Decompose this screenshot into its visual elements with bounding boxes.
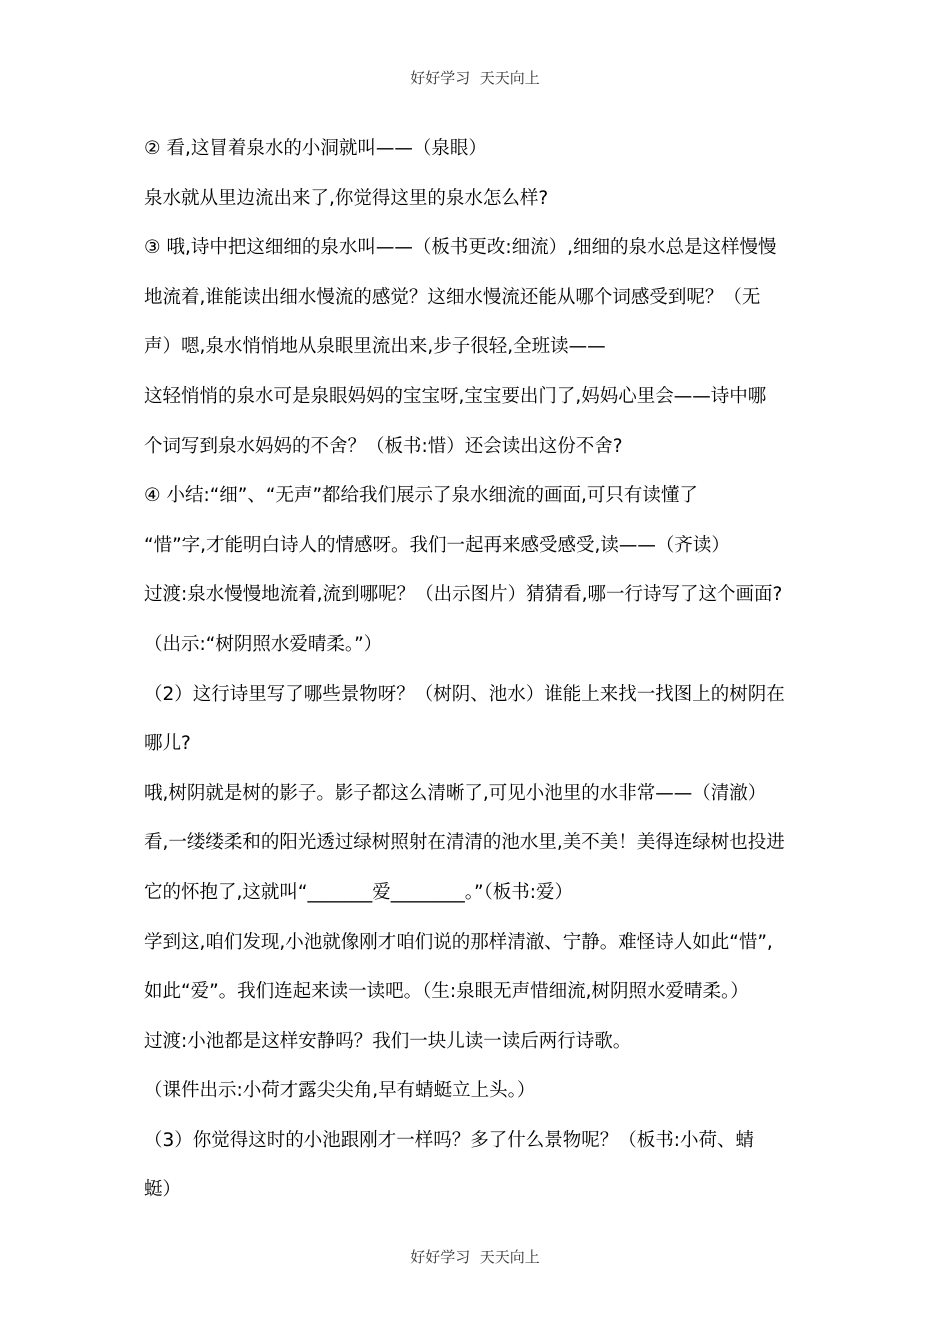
text-line: 如此“爱”。我们连起来读一读吧。（生:泉眼无声惜细流,树阴照水爱晴柔。） [144, 981, 749, 1003]
text-line: 哦,树阴就是树的影子。影子都这么清晰了,可见小池里的水非常——（清澈） [144, 782, 767, 804]
text-line: 地流着,谁能读出细水慢流的感觉？这细水慢流还能从哪个词感受到呢？（无 [144, 286, 761, 308]
text-line: （出示:“树阴照水爱晴柔。”） [144, 633, 383, 655]
text-line: 它的怀抱了,这就叫“_______爱________。”（板书:爱） [144, 881, 574, 903]
text-line: ② 看,这冒着泉水的小洞就叫——（泉眼） [144, 138, 487, 159]
text-line: （3）你觉得这时的小池跟刚才一样吗？多了什么景物呢？（板书:小荷、蜻 [144, 1129, 755, 1151]
text-line: 学到这,咱们发现,小池就像刚才咱们说的那样清澈、宁静。难怪诗人如此“惜”, [144, 931, 773, 953]
text-line: ③ 哦,诗中把这细细的泉水叫——（板书更改:细流）,细细的泉水总是这样慢慢 [144, 237, 777, 259]
text-line: 声）嗯,泉水悄悄地从泉眼里流出来,步子很轻,全班读—— [144, 336, 606, 358]
page-footer: 好好学习 天天向上 [410, 1248, 540, 1266]
text-line: “惜”字,才能明白诗人的情感呀。我们一起再来感受感受,读——（齐读） [144, 534, 730, 556]
text-line: 泉水就从里边流出来了,你觉得这里的泉水怎么样? [144, 187, 549, 209]
text-line: 个词写到泉水妈妈的不舍？（板书:惜）还会读出这份不舍? [144, 435, 623, 457]
text-line: 哪儿? [144, 733, 191, 755]
text-line: 这轻悄悄的泉水可是泉眼妈妈的宝宝呀,宝宝要出门了,妈妈心里会——诗中哪 [144, 385, 767, 407]
text-line: 过渡:小池都是这样安静吗？我们一块儿读一读后两行诗歌。 [144, 1030, 632, 1052]
document-body [144, 124, 814, 1215]
text-line: （课件出示:小荷才露尖尖角,早有蜻蜓立上头。） [144, 1080, 536, 1102]
text-line: 过渡:泉水慢慢地流着,流到哪呢？（出示图片）猜猜看,哪一行诗写了这个画面? [144, 584, 783, 606]
text-line: 蜓） [144, 1179, 182, 1201]
text-line: ④ 小结:“细”、“无声”都给我们展示了泉水细流的画面,可只有读懂了 [144, 485, 698, 507]
text-line: 看,一缕缕柔和的阳光透过绿树照射在清清的池水里,美不美！美得连绿树也投进 [144, 832, 785, 854]
page-header: 好好学习 天天向上 [410, 69, 540, 87]
text-line: （2）这行诗里写了哪些景物呀？（树阴、池水）谁能上来找一找图上的树阴在 [144, 683, 785, 705]
